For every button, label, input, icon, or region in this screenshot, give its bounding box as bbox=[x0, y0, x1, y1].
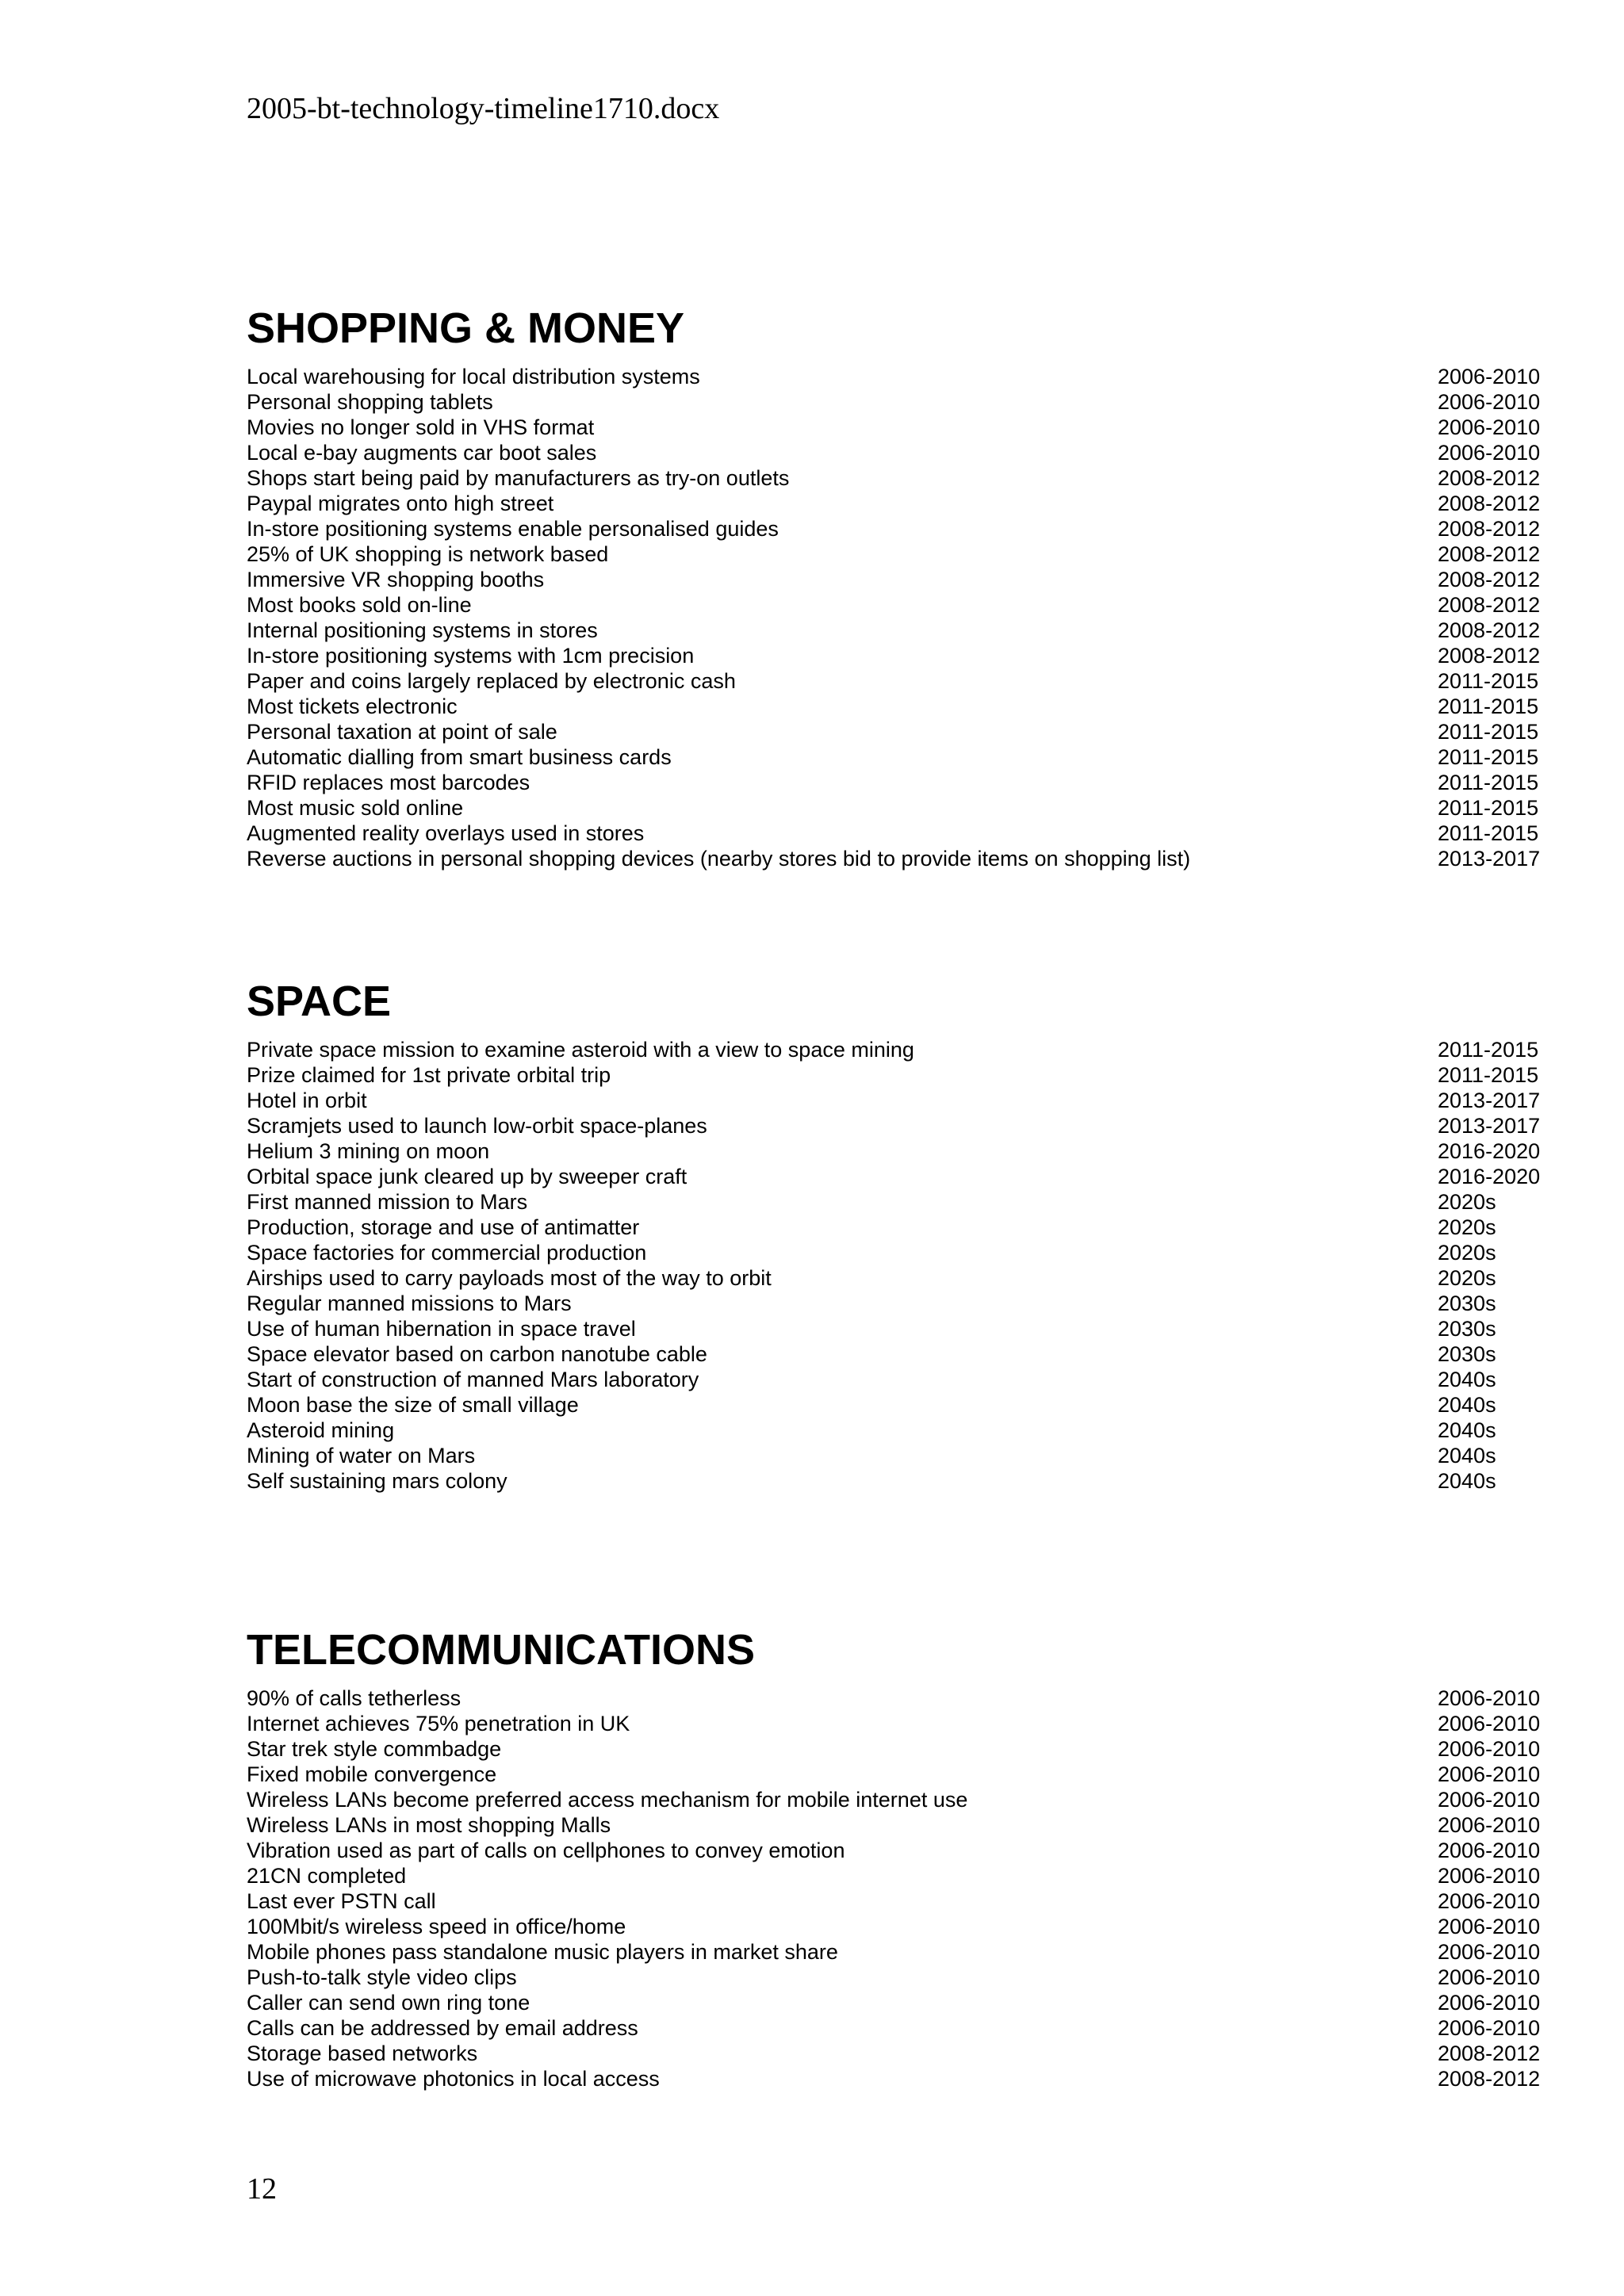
document-filename-header: 2005-bt-technology-timeline1710.docx bbox=[247, 92, 720, 125]
timeline-entry bbox=[247, 364, 1555, 389]
timeline-entry bbox=[247, 1088, 1555, 1113]
entry-description: Space factories for commercial production bbox=[247, 1241, 647, 1265]
entry-date-range: 2006-2010 bbox=[1438, 365, 1541, 388]
entry-date-range: 2006-2010 bbox=[1438, 1686, 1541, 1710]
timeline-entry bbox=[247, 1812, 1555, 1838]
entry-description: Paypal migrates onto high street bbox=[247, 492, 554, 515]
timeline-entry bbox=[247, 1863, 1555, 1888]
entry-date-range: 2006-2010 bbox=[1438, 1864, 1541, 1888]
entry-description: Regular manned missions to Mars bbox=[247, 1292, 572, 1315]
entry-description: Last ever PSTN call bbox=[247, 1889, 436, 1913]
timeline-entry bbox=[247, 491, 1555, 516]
timeline-entry bbox=[247, 1291, 1555, 1316]
entry-description: Most tickets electronic bbox=[247, 695, 458, 718]
timeline-entry bbox=[247, 2041, 1555, 2066]
entry-date-range: 2008-2012 bbox=[1438, 466, 1541, 490]
page-number: 12 bbox=[247, 2172, 277, 2206]
timeline-entry bbox=[247, 1113, 1555, 1138]
entry-description: 90% of calls tetherless bbox=[247, 1686, 462, 1710]
timeline-entry bbox=[247, 1711, 1555, 1736]
timeline-entry bbox=[247, 567, 1555, 592]
timeline-entry bbox=[247, 1189, 1555, 1215]
timeline-entry bbox=[247, 1965, 1555, 1990]
entry-date-range: 2006-2010 bbox=[1438, 415, 1541, 439]
section-telecommunications bbox=[247, 1628, 1555, 2091]
timeline-entry bbox=[247, 770, 1555, 795]
entry-date-range: 2006-2010 bbox=[1438, 1762, 1541, 1786]
timeline-list bbox=[247, 1686, 1555, 2091]
entry-date-range: 2008-2012 bbox=[1438, 2067, 1541, 2091]
entry-description: Internet achieves 75% penetration in UK bbox=[247, 1712, 630, 1735]
timeline-entry bbox=[247, 2015, 1555, 2041]
timeline-entry bbox=[247, 1215, 1555, 1240]
entry-date-range: 2016-2020 bbox=[1438, 1139, 1541, 1163]
timeline-entry bbox=[247, 1138, 1555, 1164]
timeline-entry bbox=[247, 1914, 1555, 1939]
entry-date-range: 2030s bbox=[1438, 1317, 1496, 1341]
section-space bbox=[247, 980, 1555, 1494]
entry-date-range: 2011-2015 bbox=[1438, 821, 1539, 845]
timeline-entry bbox=[247, 1392, 1555, 1418]
timeline-entry bbox=[247, 795, 1555, 821]
entry-date-range: 2030s bbox=[1438, 1292, 1496, 1315]
timeline-entry bbox=[247, 694, 1555, 719]
entry-description: Local warehousing for local distribution systems bbox=[247, 365, 700, 388]
entry-date-range: 2006-2010 bbox=[1438, 1839, 1541, 1862]
entry-description: Personal shopping tablets bbox=[247, 390, 493, 414]
entry-description: Use of human hibernation in space travel bbox=[247, 1317, 636, 1341]
entry-description: Star trek style commbadge bbox=[247, 1737, 502, 1761]
entry-description: Push-to-talk style video clips bbox=[247, 1965, 517, 1989]
entry-description: Fixed mobile convergence bbox=[247, 1762, 497, 1786]
timeline-entry bbox=[247, 1341, 1555, 1367]
entry-description: 100Mbit/s wireless speed in office/home bbox=[247, 1915, 626, 1938]
entry-description: Reverse auctions in personal shopping devices (nearby stores bid to provide items on shopping list) bbox=[247, 847, 1191, 871]
timeline-entry bbox=[247, 821, 1555, 846]
entry-date-range: 2040s bbox=[1438, 1444, 1496, 1468]
entry-date-range: 2011-2015 bbox=[1438, 1038, 1539, 1062]
timeline-entry bbox=[247, 1838, 1555, 1863]
entry-description: Internal positioning systems in stores bbox=[247, 618, 598, 642]
timeline-entry bbox=[247, 389, 1555, 415]
entry-date-range: 2006-2010 bbox=[1438, 1712, 1541, 1735]
entry-description: Movies no longer sold in VHS format bbox=[247, 415, 595, 439]
timeline-entry bbox=[247, 2066, 1555, 2091]
entry-date-range: 2006-2010 bbox=[1438, 1915, 1541, 1938]
entry-description: Wireless LANs become preferred access mechanism for mobile internet use bbox=[247, 1788, 968, 1812]
entry-date-range: 2013-2017 bbox=[1438, 1114, 1541, 1138]
timeline-entry bbox=[247, 744, 1555, 770]
entry-date-range: 2013-2017 bbox=[1438, 847, 1541, 871]
entry-description: Wireless LANs in most shopping Malls bbox=[247, 1813, 611, 1837]
timeline-entry bbox=[247, 1787, 1555, 1812]
entry-date-range: 2020s bbox=[1438, 1190, 1496, 1214]
entry-date-range: 2016-2020 bbox=[1438, 1165, 1541, 1188]
entry-date-range: 2011-2015 bbox=[1438, 669, 1539, 693]
entry-date-range: 2040s bbox=[1438, 1469, 1496, 1493]
entry-date-range: 2020s bbox=[1438, 1241, 1496, 1265]
section-shopping-money bbox=[247, 304, 1555, 871]
entry-description: Use of microwave photonics in local access bbox=[247, 2067, 660, 2091]
timeline-entry bbox=[247, 1062, 1555, 1088]
entry-date-range: 2006-2010 bbox=[1438, 1991, 1541, 2015]
entry-date-range: 2008-2012 bbox=[1438, 593, 1541, 617]
entry-description: Mobile phones pass standalone music players in market share bbox=[247, 1940, 838, 1964]
entry-description: Vibration used as part of calls on cellphones to convey emotion bbox=[247, 1839, 845, 1862]
entry-date-range: 2006-2010 bbox=[1438, 1737, 1541, 1761]
entry-description: Airships used to carry payloads most of the way to orbit bbox=[247, 1266, 772, 1290]
entry-date-range: 2011-2015 bbox=[1438, 695, 1539, 718]
entry-description: Start of construction of manned Mars laboratory bbox=[247, 1368, 699, 1391]
entry-date-range: 2040s bbox=[1438, 1368, 1496, 1391]
entry-description: In-store positioning systems enable personalised guides bbox=[247, 517, 779, 541]
entry-date-range: 2030s bbox=[1438, 1342, 1496, 1366]
timeline-entry bbox=[247, 1367, 1555, 1392]
entry-date-range: 2006-2010 bbox=[1438, 1889, 1541, 1913]
entry-description: 21CN completed bbox=[247, 1864, 407, 1888]
entry-date-range: 2008-2012 bbox=[1438, 517, 1541, 541]
timeline-entry bbox=[247, 1164, 1555, 1189]
timeline-entry bbox=[247, 516, 1555, 541]
entry-description: Hotel in orbit bbox=[247, 1089, 367, 1112]
timeline-entry bbox=[247, 1468, 1555, 1494]
entry-description: Augmented reality overlays used in stores bbox=[247, 821, 645, 845]
entry-description: Asteroid mining bbox=[247, 1418, 395, 1442]
entry-date-range: 2006-2010 bbox=[1438, 1965, 1541, 1989]
entry-description: In-store positioning systems with 1cm precision bbox=[247, 644, 695, 668]
entry-description: RFID replaces most barcodes bbox=[247, 771, 530, 794]
timeline-entry bbox=[247, 415, 1555, 440]
entry-date-range: 2008-2012 bbox=[1438, 542, 1541, 566]
timeline-entry bbox=[247, 719, 1555, 744]
timeline-entry bbox=[247, 668, 1555, 694]
timeline-entry bbox=[247, 1888, 1555, 1914]
entry-description: Local e-bay augments car boot sales bbox=[247, 441, 597, 465]
timeline-entry bbox=[247, 1990, 1555, 2015]
entry-description: Caller can send own ring tone bbox=[247, 1991, 530, 2015]
timeline-entry bbox=[247, 592, 1555, 618]
entry-date-range: 2011-2015 bbox=[1438, 1063, 1539, 1087]
entry-description: Automatic dialling from smart business cards bbox=[247, 745, 672, 769]
entry-date-range: 2020s bbox=[1438, 1266, 1496, 1290]
entry-description: Shops start being paid by manufacturers as try-on outlets bbox=[247, 466, 790, 490]
entry-date-range: 2006-2010 bbox=[1438, 441, 1541, 465]
timeline-entry bbox=[247, 618, 1555, 643]
entry-date-range: 2011-2015 bbox=[1438, 771, 1539, 794]
entry-description: Production, storage and use of antimatter bbox=[247, 1215, 640, 1239]
entry-date-range: 2008-2012 bbox=[1438, 568, 1541, 591]
timeline-entry bbox=[247, 1736, 1555, 1762]
entry-date-range: 2006-2010 bbox=[1438, 2016, 1541, 2040]
entry-date-range: 2011-2015 bbox=[1438, 796, 1539, 820]
timeline-entry bbox=[247, 1418, 1555, 1443]
entry-date-range: 2008-2012 bbox=[1438, 618, 1541, 642]
entry-description: Personal taxation at point of sale bbox=[247, 720, 557, 744]
timeline-entry bbox=[247, 1686, 1555, 1711]
timeline-entry bbox=[247, 1443, 1555, 1468]
entry-description: Calls can be addressed by email address bbox=[247, 2016, 638, 2040]
entry-date-range: 2020s bbox=[1438, 1215, 1496, 1239]
entry-description: Orbital space junk cleared up by sweeper craft bbox=[247, 1165, 688, 1188]
section-title: SPACE bbox=[247, 978, 392, 1025]
entry-description: Scramjets used to launch low-orbit space-planes bbox=[247, 1114, 707, 1138]
timeline-list bbox=[247, 364, 1555, 871]
entry-date-range: 2006-2010 bbox=[1438, 1788, 1541, 1812]
timeline-entry bbox=[247, 1265, 1555, 1291]
entry-date-range: 2011-2015 bbox=[1438, 745, 1539, 769]
entry-date-range: 2008-2012 bbox=[1438, 492, 1541, 515]
entry-description: Immersive VR shopping booths bbox=[247, 568, 545, 591]
timeline-entry bbox=[247, 440, 1555, 465]
timeline-list bbox=[247, 1037, 1555, 1494]
entry-description: Storage based networks bbox=[247, 2042, 478, 2065]
timeline-entry bbox=[247, 1939, 1555, 1965]
entry-date-range: 2006-2010 bbox=[1438, 1940, 1541, 1964]
timeline-entry bbox=[247, 1240, 1555, 1265]
timeline-entry bbox=[247, 1037, 1555, 1062]
entry-description: Moon base the size of small village bbox=[247, 1393, 579, 1417]
entry-description: Most music sold online bbox=[247, 796, 464, 820]
timeline-entry bbox=[247, 643, 1555, 668]
timeline-entry bbox=[247, 846, 1555, 871]
entry-date-range: 2013-2017 bbox=[1438, 1089, 1541, 1112]
entry-date-range: 2040s bbox=[1438, 1393, 1496, 1417]
entry-date-range: 2011-2015 bbox=[1438, 720, 1539, 744]
entry-description: Space elevator based on carbon nanotube cable bbox=[247, 1342, 707, 1366]
entry-date-range: 2008-2012 bbox=[1438, 644, 1541, 668]
timeline-entry bbox=[247, 465, 1555, 491]
entry-description: Paper and coins largely replaced by electronic cash bbox=[247, 669, 736, 693]
entry-date-range: 2006-2010 bbox=[1438, 1813, 1541, 1837]
entry-date-range: 2008-2012 bbox=[1438, 2042, 1541, 2065]
entry-description: Self sustaining mars colony bbox=[247, 1469, 508, 1493]
section-title: SHOPPING & MONEY bbox=[247, 304, 685, 352]
section-title: TELECOMMUNICATIONS bbox=[247, 1626, 755, 1674]
entry-description: Mining of water on Mars bbox=[247, 1444, 476, 1468]
timeline-entry bbox=[247, 1316, 1555, 1341]
entry-description: First manned mission to Mars bbox=[247, 1190, 528, 1214]
entry-description: Prize claimed for 1st private orbital trip bbox=[247, 1063, 611, 1087]
entry-description: Private space mission to examine asteroid with a view to space mining bbox=[247, 1038, 914, 1062]
timeline-entry bbox=[247, 541, 1555, 567]
entry-description: 25% of UK shopping is network based bbox=[247, 542, 609, 566]
entry-date-range: 2006-2010 bbox=[1438, 390, 1541, 414]
entry-description: Most books sold on-line bbox=[247, 593, 472, 617]
entry-date-range: 2040s bbox=[1438, 1418, 1496, 1442]
entry-description: Helium 3 mining on moon bbox=[247, 1139, 490, 1163]
timeline-entry bbox=[247, 1762, 1555, 1787]
